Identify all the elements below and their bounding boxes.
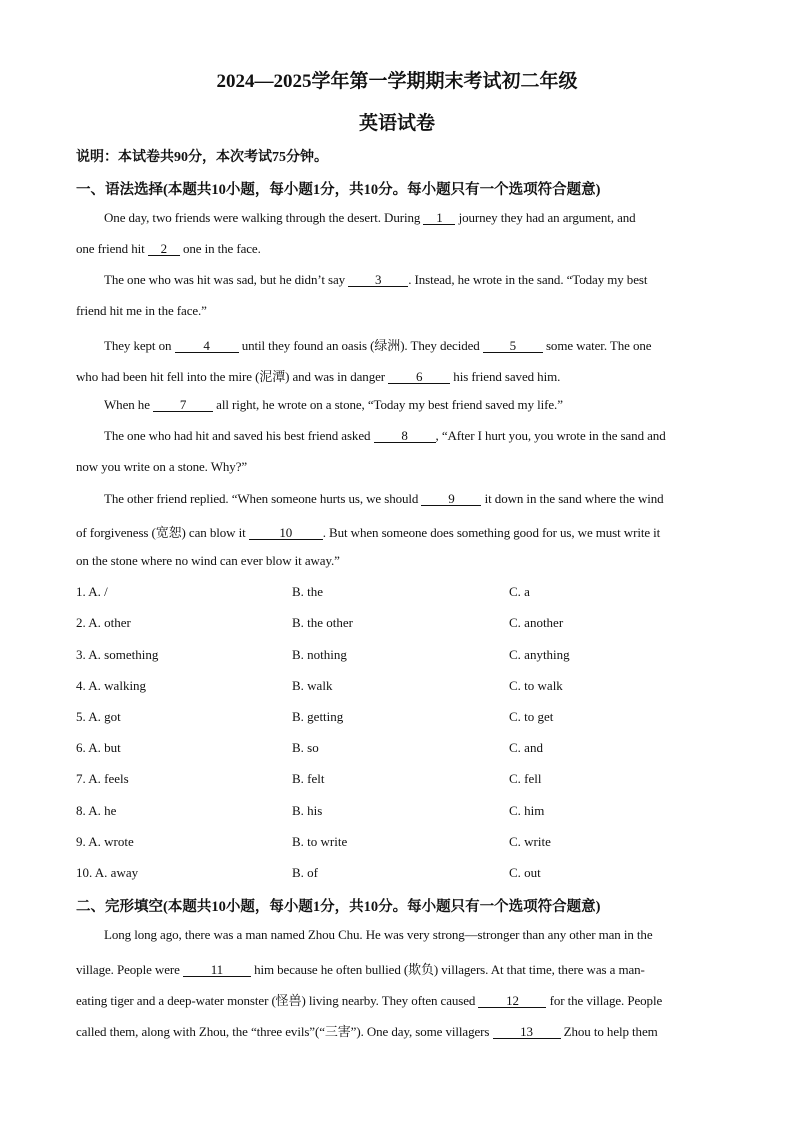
passage-text: journey they had an argument, and — [455, 210, 636, 225]
passage-text: some water. The one — [542, 338, 652, 353]
passage-text: . But when someone does something good for us, we must write it — [322, 525, 661, 540]
option-a[interactable]: 7. A. feels — [76, 771, 129, 786]
section2-heading: 二、完形填空(本题共10小题，每小题1分，共10分。每小题只有一个选项符合题意) — [76, 899, 601, 915]
option-b[interactable]: B. getting — [292, 709, 344, 724]
option-c[interactable]: C. out — [509, 865, 541, 880]
blank-10[interactable]: 10 — [249, 526, 323, 540]
passage-text: The one who had hit and saved his best friend asked — [104, 428, 374, 443]
blank-8[interactable]: 8 — [374, 429, 436, 443]
section1-heading: 一、语法选择(本题共10小题，每小题1分，共10分。每小题只有一个选项符合题意) — [76, 182, 601, 198]
passage-text: When he — [104, 397, 154, 412]
passage-line — [104, 272, 647, 288]
option-a[interactable]: 8. A. he — [76, 803, 117, 818]
passage-text: who had been hit fell into the mire (泥潭) and was in danger — [76, 369, 389, 384]
passage-line — [76, 522, 660, 541]
option-c[interactable]: C. and — [509, 740, 543, 755]
option-a[interactable]: 5. A. got — [76, 709, 121, 724]
passage-text: Zhou to help them — [560, 1024, 658, 1039]
blank-1[interactable]: 1 — [423, 211, 455, 225]
passage-line — [76, 1021, 658, 1040]
option-a[interactable]: 9. A. wrote — [76, 834, 134, 849]
passage-line — [104, 335, 651, 354]
option-b[interactable]: B. so — [292, 740, 319, 755]
blank-3[interactable]: 3 — [348, 273, 408, 287]
blank-13[interactable]: 13 — [493, 1025, 561, 1039]
passage-text: until they found an oasis (绿洲). They decided — [238, 338, 483, 353]
passage-text: The other friend replied. “When someone hurts us, we should — [104, 491, 422, 506]
passage-line — [76, 366, 560, 385]
passage-text: one in the face. — [179, 241, 261, 256]
option-c[interactable]: C. anything — [509, 647, 570, 662]
option-b[interactable]: B. of — [292, 865, 318, 880]
option-c[interactable]: C. another — [509, 615, 564, 630]
passage-text: , “After I hurt you, you wrote in the sand and — [435, 428, 666, 443]
passage-line — [76, 241, 261, 257]
option-c[interactable]: C. to walk — [509, 678, 563, 693]
exam-subtitle: 英语试卷 — [358, 113, 435, 134]
passage-text: The one who was hit was sad, but he didn’t say — [104, 272, 349, 287]
exam-note: 说明：本试卷共90分，本次考试75分钟。 — [76, 150, 328, 165]
option-a[interactable]: 10. A. away — [76, 865, 139, 880]
option-c[interactable]: C. to get — [509, 709, 554, 724]
option-a[interactable]: 2. A. other — [76, 615, 131, 630]
passage-text: called them, along with Zhou, the “three evils”(“三害”). One day, some villagers — [76, 1024, 493, 1039]
option-b[interactable]: B. the other — [292, 615, 354, 630]
passage-line — [104, 491, 664, 507]
passage-line — [76, 959, 645, 978]
option-b[interactable]: B. nothing — [292, 647, 347, 662]
blank-11[interactable]: 11 — [183, 963, 251, 977]
blank-7[interactable]: 7 — [153, 398, 213, 412]
option-c[interactable]: C. a — [509, 584, 530, 599]
passage-text: him because he often bullied (欺负) villagers. At that time, there was a man- — [250, 962, 645, 977]
passage-text: all right, he wrote on a stone, “Today my best friend saved my life.” — [213, 397, 563, 412]
passage-line — [104, 397, 563, 413]
passage-text: one friend hit — [76, 241, 148, 256]
option-a[interactable]: 1. A. / — [76, 584, 108, 599]
option-b[interactable]: B. his — [292, 803, 323, 818]
blank-5[interactable]: 5 — [483, 339, 543, 353]
passage-text: for the village. People — [546, 993, 663, 1008]
option-b[interactable]: B. the — [292, 584, 324, 599]
passage-line — [76, 990, 662, 1009]
passage-line: on the stone where no wind can ever blow it away.” — [76, 553, 340, 568]
passage-text: village. People were — [76, 962, 183, 977]
passage-line: friend hit me in the face.” — [76, 303, 207, 318]
option-c[interactable]: C. him — [509, 803, 545, 818]
blank-12[interactable]: 12 — [478, 994, 546, 1008]
passage-text: They kept on — [104, 338, 175, 353]
blank-2[interactable]: 2 — [148, 242, 180, 256]
passage-text: One day, two friends were walking through the desert. During — [104, 210, 424, 225]
passage-line — [104, 428, 666, 444]
option-a[interactable]: 4. A. walking — [76, 678, 147, 693]
passage-text: it down in the sand where the wind — [481, 491, 664, 506]
option-a[interactable]: 3. A. something — [76, 647, 159, 662]
option-a[interactable]: 6. A. but — [76, 740, 121, 755]
passage-line — [104, 210, 636, 226]
option-b[interactable]: B. to write — [292, 834, 348, 849]
option-c[interactable]: C. write — [509, 834, 551, 849]
passage-text: of forgiveness (宽恕) can blow it — [76, 525, 249, 540]
passage-line: now you write on a stone. Why?” — [76, 459, 248, 474]
blank-9[interactable]: 9 — [421, 492, 481, 506]
exam-title: 2024—2025学年第一学期期末考试初二年级 — [216, 71, 578, 92]
option-c[interactable]: C. fell — [509, 771, 542, 786]
blank-4[interactable]: 4 — [175, 339, 239, 353]
passage-text: . Instead, he wrote in the sand. “Today my best — [408, 272, 648, 287]
passage-text: eating tiger and a deep-water monster (怪兽) living nearby. They often caused — [76, 993, 479, 1008]
option-b[interactable]: B. felt — [292, 771, 325, 786]
option-b[interactable]: B. walk — [292, 678, 333, 693]
blank-6[interactable]: 6 — [388, 370, 450, 384]
passage-text: his friend saved him. — [450, 369, 561, 384]
passage-line: Long long ago, there was a man named Zhou Chu. He was very strong—stronger than any other man in the — [104, 927, 653, 942]
